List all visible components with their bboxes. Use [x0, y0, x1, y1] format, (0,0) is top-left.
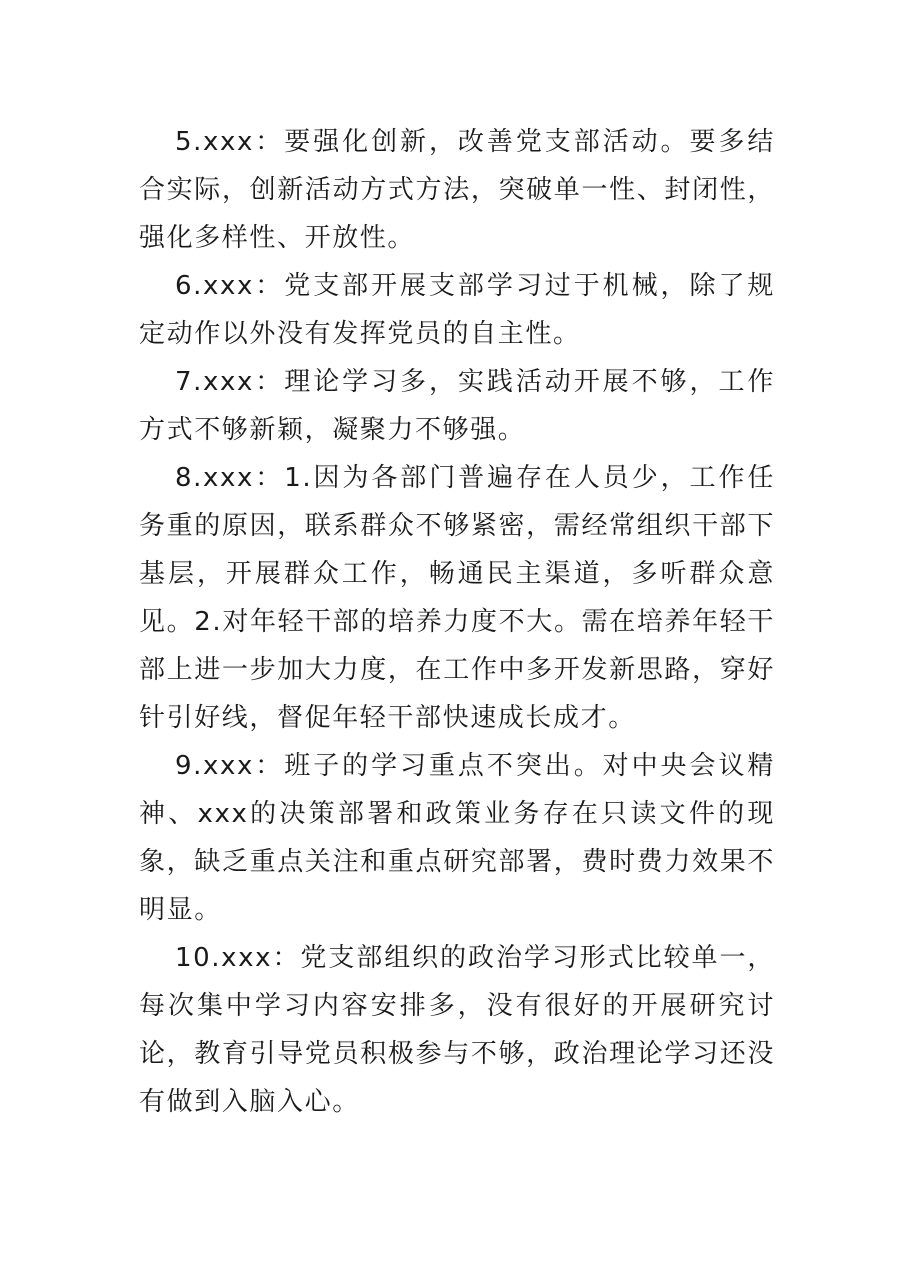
paragraph-6: 6.xxx：党支部开展支部学习过于机械，除了规定动作以外没有发挥党员的自主性。: [139, 271, 775, 349]
paragraph-7: 7.xxx：理论学习多，实践活动开展不够，工作方式不够新颖，凝聚力不够强。: [139, 367, 775, 445]
paragraph-10: 10.xxx：党支部组织的政治学习形式比较单一，每次集中学习内容安排多，没有很好的开展研究讨论，教育引导党员积极参与不够，政治理论学习还没有做到入脑入心。: [139, 943, 775, 1117]
paragraph-5: 5.xxx：要强化创新，改善党支部活动。要多结合实际，创新活动方式方法，突破单一性、封闭性，强化多样性、开放性。: [139, 127, 775, 253]
paragraph-9: 9.xxx：班子的学习重点不突出。对中央会议精神、xxx的决策部署和政策业务存在只读文件的现象，缺乏重点关注和重点研究部署，费时费力效果不明显。: [139, 751, 775, 925]
document-body: [139, 118, 775, 1126]
paragraph-8: 8.xxx：1.因为各部门普遍存在人员少，工作任务重的原因，联系群众不够紧密，需经常组织干部下基层，开展群众工作，畅通民主渠道，多听群众意见。2.对年轻干部的培养力度不大。需在培养年轻干部上进一步加大力度，在工作中多开发新思路，穿好针引好线，督促年轻干部快速成长成才。: [139, 463, 775, 733]
